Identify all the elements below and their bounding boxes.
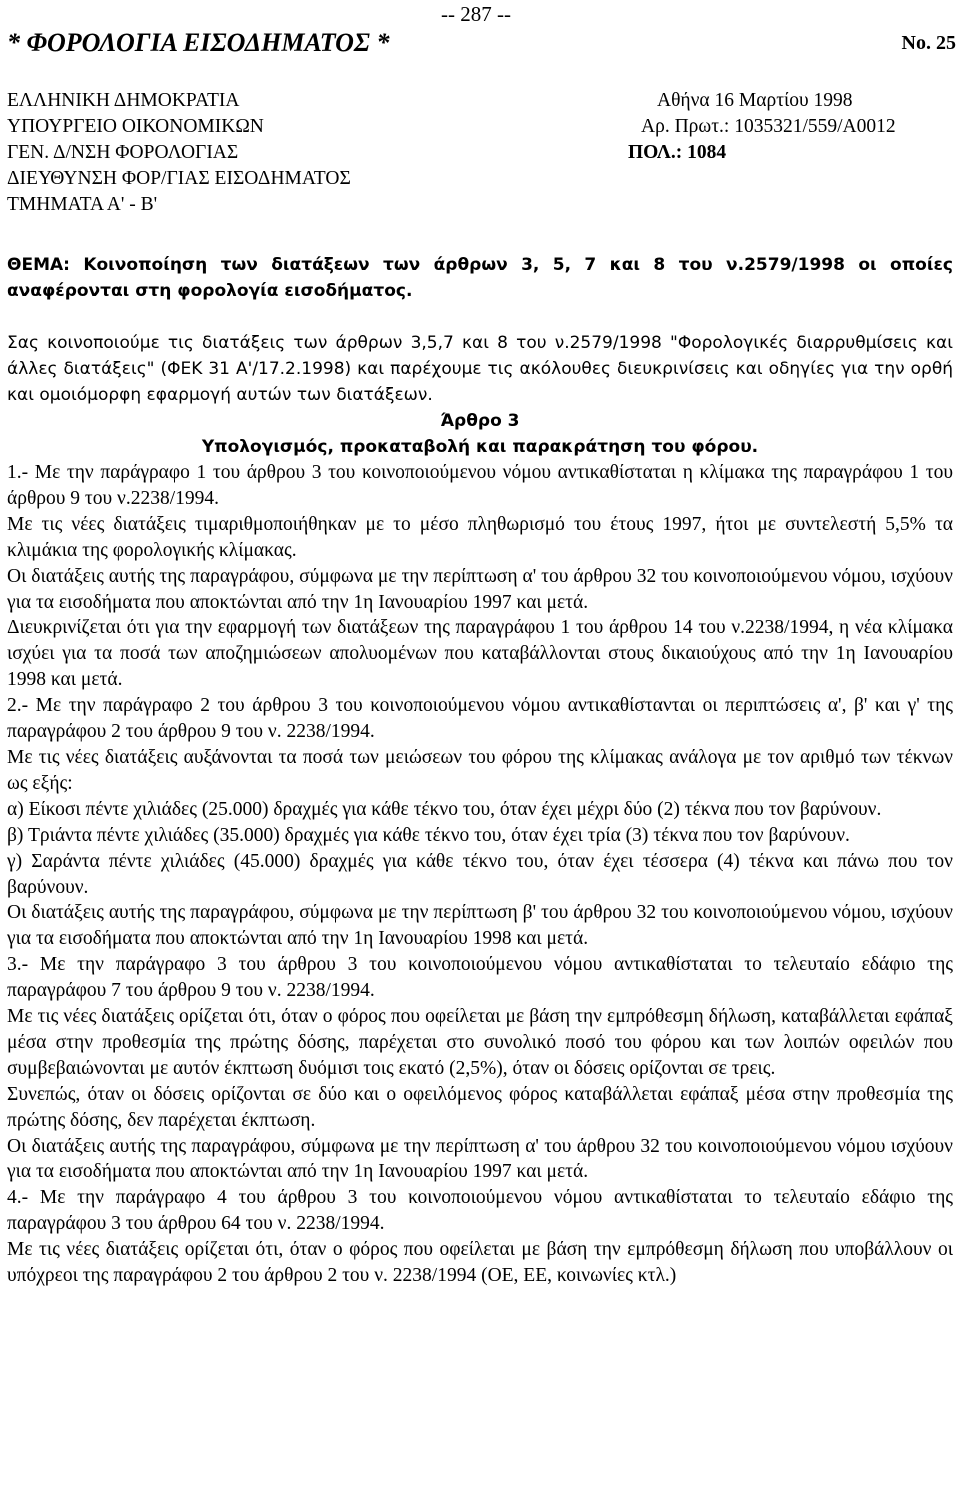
header-line: ΕΛΛΗΝΙΚΗ ΔΗΜΟΚΡΑΤΙΑ (7, 90, 240, 111)
body-paragraph: Συνεπώς, όταν οι δόσεις ορίζονται σε δύο και ο οφειλόμενος φόρος καταβάλλεται εφάπαξ μέσα στην προθεσμία της πρώτης δόσης, δεν παρέχεται έκπτωση. (7, 1083, 953, 1131)
body-paragraph: Με τις νέες διατάξεις τιμαριθμοποιήθηκαν με το μέσο πληθωρισμό του έτους 1997, ήτοι με συντελεστή 5,5% τα κλιμάκια της φορολογικής κλίμακας. (7, 513, 953, 561)
body-paragraph: Οι διατάξεις αυτής της παραγράφου, σύμφωνα με την περίπτωση α' του άρθρου 32 του κοινοποιούμενου νόμου ισχύουν για τα εισοδήματα που αποκτώνται από την 1η Ιανουαρίου 1997 και μετά. (7, 1135, 953, 1183)
header-row (7, 166, 953, 192)
header-line: ΤΜΗΜΑΤΑ Α' - Β' (7, 194, 158, 215)
header-date: Αθήνα 16 Μαρτίου 1998 (657, 90, 853, 111)
list-item: β) Τριάντα πέντε χιλιάδες (35.000) δραχμές για κάθε τέκνο του, όταν έχει τρία (3) τέκνα που τον βαρύνουν. (7, 824, 850, 846)
header-line: ΔΙΕΥΘΥΝΣΗ ΦΟΡ/ΓΙΑΣ ΕΙΣΟΔΗΜΑΤΟΣ (7, 168, 351, 189)
article-heading: Άρθρο 3 (440, 411, 520, 431)
body-paragraph: 4.- Με την παράγραφο 4 του άρθρου 3 του κοινοποιούμενου νόμου αντικαθίσταται το τελευταίο εδάφιο της παραγράφου 3 του άρθρου 64 του ν. 2238/1994. (7, 1187, 953, 1235)
header-row (7, 88, 953, 114)
header-pol: ΠΟΛ.: 1084 (628, 142, 727, 163)
publication-title: * ΦΟΡΟΛΟΓΙΑ ΕΙΣΟΔΗΜΑΤΟΣ * (7, 28, 390, 57)
letter-header (7, 88, 953, 218)
body-paragraph: Οι διατάξεις αυτής της παραγράφου, σύμφωνα με την περίπτωση α' του άρθρου 32 του κοινοποιούμενου νόμου, ισχύουν για τα εισοδήματα που αποκτώνται από την 1η Ιανουαρίου 1997 και μετά. (7, 565, 953, 613)
intro-paragraph: Σας κοινοποιούμε τις διατάξεις των άρθρων 3,5,7 και 8 του ν.2579/1998 "Φορολογικές διαρρυθμίσεις και άλλες διατάξεις" (ΦΕΚ 31 Α'/17.2.1998) και παρέχουμε τις ακόλουθες διευκρινίσεις και οδηγίες για την ορθή και ομοιόμορφη εφαρμογή αυτών των διατάξεων. (7, 333, 953, 405)
body-paragraph: Οι διατάξεις αυτής της παραγράφου, σύμφωνα με την περίπτωση β' του άρθρου 32 του κοινοποιούμενου νόμου, ισχύουν για τα εισοδήματα που αποκτώνται από την 1η Ιανουαρίου 1998 και μετά. (7, 902, 953, 950)
body-paragraph: Με τις νέες διατάξεις ορίζεται ότι, όταν ο φόρος που οφείλεται με βάση την εμπρόθεσμη δήλωση που υποβάλλουν οι υπόχρεοι της παραγράφου 2 του άρθρου 2 του ν. 2238/1994 (ΟΕ, ΕΕ, κοινωνίες κτλ.) (7, 1239, 953, 1287)
body-paragraph: 2.- Με την παράγραφο 2 του άρθρου 3 του κοινοποιούμενου νόμου αντικαθίστανται οι περιπτώσεις α', β' και γ' της παραγράφου 2 του άρθρου 9 του ν. 2238/1994. (7, 695, 953, 743)
page-number: -- 287 -- (441, 2, 511, 26)
body-paragraph: Με τις νέες διατάξεις ορίζεται ότι, όταν ο φόρος που οφείλεται με βάση την εμπρόθεσμη δήλωση, καταβάλλεται εφάπαξ μέσα στην προθεσμία της πρώτης δόσης, παρέχεται στο συνολικό ποσό του φόρου και των λοιπών οφειλών που συμβεβαιώνονται με αυτόν έκπτωση δυόμισι τοις εκατό (2,5%), όταν οι δόσεις ορίζονται σε τρεις. (7, 1006, 953, 1079)
header-line: ΥΠΟΥΡΓΕΙΟ ΟΙΚΟΝΟΜΙΚΩΝ (7, 116, 264, 137)
issue-number: No. 25 (901, 32, 956, 54)
list-item: α) Είκοσι πέντε χιλιάδες (25.000) δραχμές για κάθε τέκνο του, όταν έχει μέχρι δύο (2) τέκνα που τον βαρύνουν. (7, 798, 882, 820)
subject-line: ΘΕΜΑ: Κοινοποίηση των διατάξεων των άρθρων 3, 5, 7 και 8 του ν.2579/1998 οι οποίες αναφέρονται στη φορολογία εισοδήματος. (7, 255, 953, 301)
header-line: ΓΕΝ. Δ/ΝΣΗ ΦΟΡΟΛΟΓΙΑΣ (7, 142, 239, 163)
document-body (7, 252, 953, 1289)
body-paragraph: 3.- Με την παράγραφο 3 του άρθρου 3 του κοινοποιούμενου νόμου αντικαθίσταται το τελευταίο εδάφιο της παραγράφου 7 του άρθρου 9 του ν. 2238/1994. (7, 954, 953, 1002)
body-paragraph: Με τις νέες διατάξεις αυξάνονται τα ποσά των μειώσεων του φόρου της κλίμακας ανάλογα με τον αριθμό των τέκνων ως εξής: (7, 746, 953, 794)
body-paragraph: Διευκρινίζεται ότι για την εφαρμογή των διατάξεων της παραγράφου 1 του άρθρου 14 του ν.2238/1994, η νέα κλίμακα ισχύει για τα ποσά των αποζημιώσεων απολυομένων που καταβάλλονται στους δικαιούχους από την 1η Ιανουαρίου 1998 και μετά. (7, 617, 953, 691)
header-row (7, 192, 953, 218)
list-item: γ) Σαράντα πέντε χιλιάδες (45.000) δραχμές για κάθε τέκνο του, όταν έχει τέσσερα (4) τέκνα και πάνω που τον βαρύνουν. (7, 850, 953, 898)
article-title: Υπολογισμός, προκαταβολή και παρακράτηση του φόρου. (201, 437, 759, 457)
header-protocol: Αρ. Πρωτ.: 1035321/559/Α0012 (641, 116, 896, 137)
header-row (7, 140, 953, 166)
body-paragraph: 1.- Με την παράγραφο 1 του άρθρου 3 του κοινοποιούμενου νόμου αντικαθίσταται η κλίμακα της παραγράφου 1 του άρθρου 9 του ν.2238/1994. (7, 462, 953, 509)
header-row (7, 114, 953, 140)
